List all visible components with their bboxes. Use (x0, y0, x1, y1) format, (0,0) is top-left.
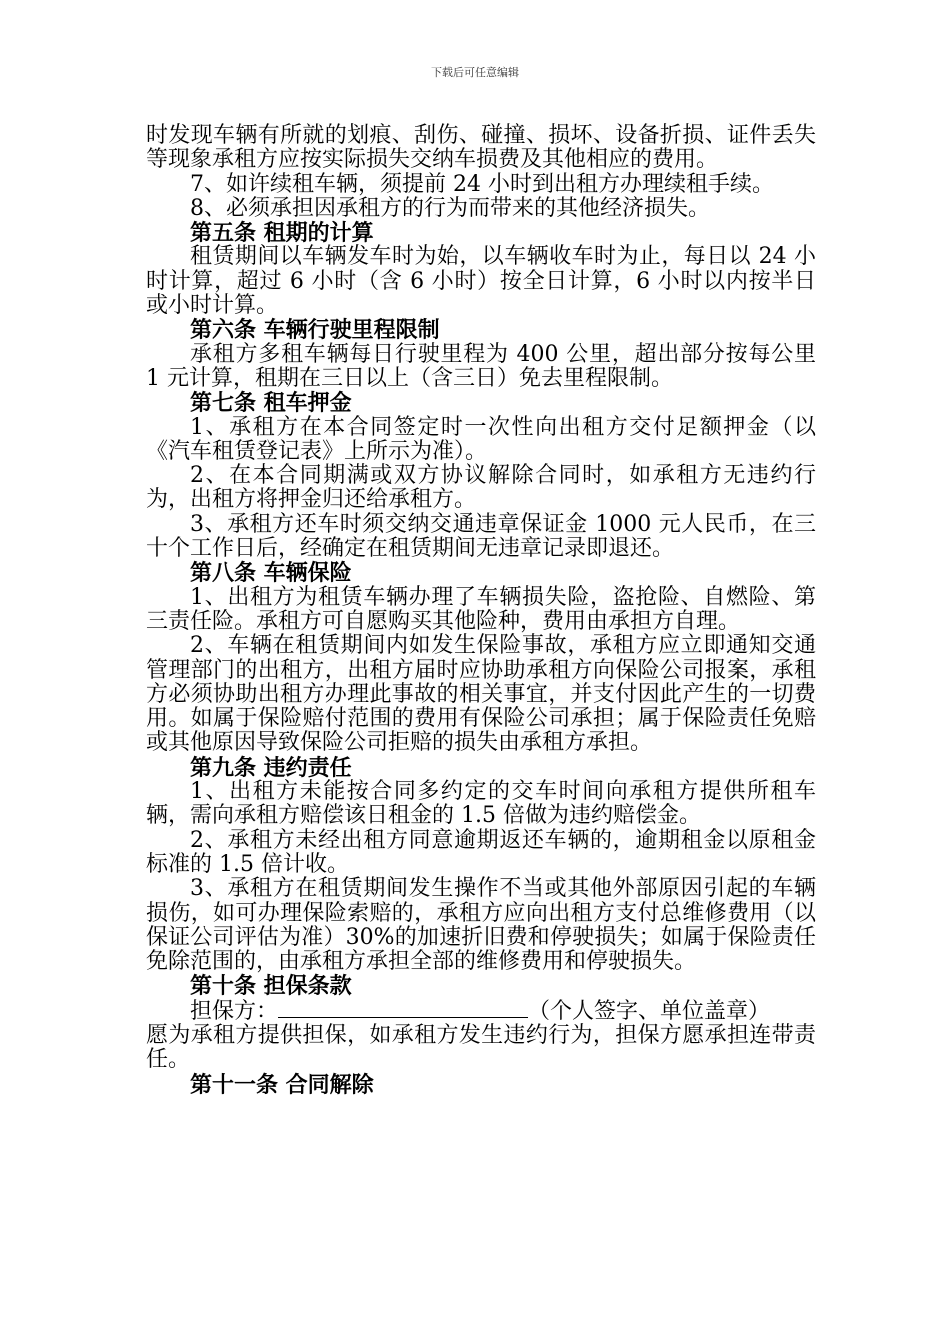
guarantor-signature-blank[interactable] (278, 999, 528, 1018)
paragraph: 租赁期间以车辆发车时为始，以车辆收车时为止，每日以 24 小时计算，超过 6 小时（含 6 小时）按全日计算，6 小时以内按半日或小时计算。 (146, 244, 816, 319)
paragraph: 1、出租方为租赁车辆办理了车辆损失险，盗抢险、自燃险、第三责任险。承租方可自愿购买其他险种，费用由承担方自理。 (146, 584, 816, 634)
article-heading: 第十一条 合同解除 (190, 1071, 374, 1098)
article-heading: 第六条 车辆行驶里程限制 (190, 317, 440, 344)
article-heading: 第十条 担保条款 (190, 973, 352, 1000)
paragraph: 2、在本合同期满或双方协议解除合同时，如承租方无违约行为，出租方将押金归还给承租方。 (146, 463, 816, 513)
guarantor-note: （个人签字、单位盖章） (528, 998, 771, 1024)
guarantor-label: 担保方： (190, 998, 279, 1024)
page-header: 下载后可任意编辑 (431, 66, 519, 79)
paragraph: 愿为承租方提供担保，如承租方发生违约行为，担保方愿承担连带责任。 (146, 1022, 816, 1073)
article-heading: 第九条 违约责任 (190, 754, 352, 781)
guarantor-line (146, 999, 816, 1024)
paragraph: 承租方多租车辆每日行驶里程为 400 公里，超出部分按每公里 1 元计算，租期在三日以上（含三日）免去里程限制。 (146, 341, 816, 391)
document-body (146, 124, 816, 1097)
paragraph: 2、承租方未经出租方同意逾期返还车辆的，逾期租金以原租金标准的 1.5 倍计收。 (146, 827, 816, 877)
article-heading: 第七条 租车押金 (190, 390, 352, 417)
paragraph: 7、如许续租车辆，须提前 24 小时到出租方办理续租手续。 (190, 171, 774, 197)
paragraph: 时发现车辆有所就的划痕、刮伤、碰撞、损坏、设备折损、证件丢失等现象承租方应按实际损失交纳车损费及其他相应的费用。 (146, 123, 816, 173)
paragraph: 3、承租方还车时须交纳交通违章保证金 1000 元人民币，在三十个工作日后，经确定在租赁期间无违章记录即退还。 (146, 511, 816, 562)
article-heading: 第五条 租期的计算 (190, 220, 374, 247)
article-heading: 第八条 车辆保险 (190, 560, 352, 587)
paragraph: 1、承租方在本合同签定时一次性向出租方交付足额押金（以《汽车租赁登记表》上所示为准）。 (146, 414, 816, 464)
paragraph: 1、出租方未能按合同多约定的交车时间向承租方提供所租车辆，需向承租方赔偿该日租金的 1.5 倍做为违约赔偿金。 (146, 779, 816, 829)
paragraph: 2、车辆在租赁期间内如发生保险事故，承租方应立即通知交通管理部门的出租方，出租方届时应协助承租方向保险公司报案，承租方必须协助出租方办理此事故的相关事宜，并支付因此产生的一切费用。如属于保险赔付范围的费用有保险公司承担；属于保险责任免赔或其他原因导致保险公司拒赔的损失由承租方承担。 (146, 633, 816, 756)
paragraph: 8、必须承担因承租方的行为而带来的其他经济损失。 (190, 195, 710, 221)
paragraph: 3、承租方在租赁期间发生操作不当或其他外部原因引起的车辆损伤，如可办理保险索赔的，承租方应向出租方支付总维修费用（以保证公司评估为准）30%的加速折旧费和停驶损失；如属于保险责任免除范围的，由承租方承担全部的维修费用和停驶损失。 (146, 876, 816, 975)
